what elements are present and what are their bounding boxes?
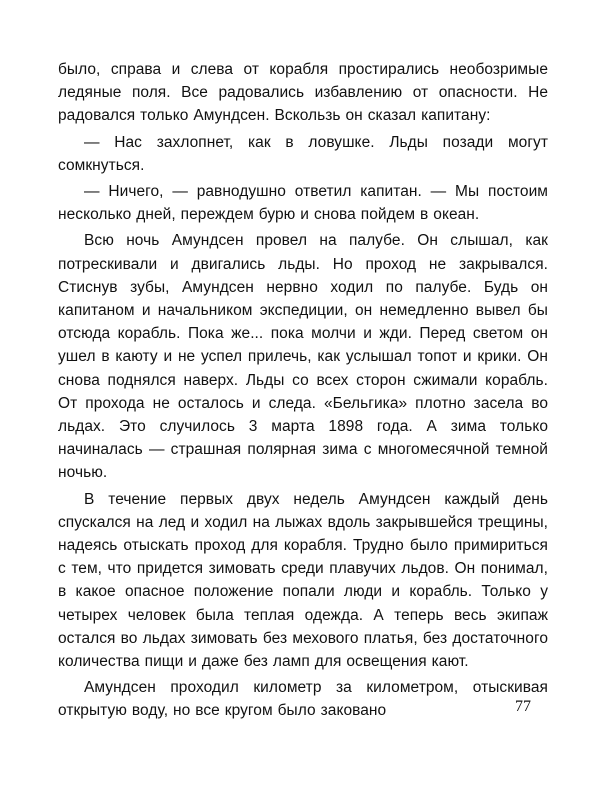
page-number: 77 [515, 698, 531, 715]
paragraph-continuation: было, справа и слева от корабля простирались необозримые ледяные поля. Все радовались избавлению от опасности. Не радовался только Амундсен. Вскользь он сказал капитану: [58, 61, 548, 125]
paragraph-captain-reply: — Ничего, — равнодушно ответил капитан. — Мы постоим несколько дней, переждем бурю и снова пойдем в океан. [58, 183, 548, 224]
book-page-text [58, 58, 548, 723]
paragraph-searching-open-water: Амундсен проходил километр за километром, отыскивая открытую воду, но все кругом было заковано [58, 679, 548, 720]
paragraph-night-on-deck: Всю ночь Амундсен провел на палубе. Он слышал, как потрескивали и двигались льды. Но проход не закрывался. Стиснув зубы, Амундсен нервно ходил по палубе. Будь он капитаном и начальником экспедиции, он немедленно вывел бы отсюда корабль. Пока же... пока молчи и жди. Перед светом он ушел в каюту и не успел прилечь, как услышал топот и крики. Он снова поднялся наверх. Льды со всех сторон сжимали корабль. От прохода не осталось и следа. «Бельгика» плотно засела во льдах. Это случилось 3 марта 1898 года. А зима только начиналась — страшная полярная зима с многомесячной темной ночью. [58, 232, 548, 482]
paragraph-amundsen-remark: — Нас захлопнет, как в ловушке. Льды позади могут сомкнуться. [58, 133, 548, 174]
paragraph-first-weeks: В течение первых двух недель Амундсен каждый день спускался на лед и ходил на лыжах вдоль закрывшейся трещины, надеясь отыскать проход для корабля. Трудно было примириться с тем, что придется зимовать среди плавучих льдов. Он понимал, в какое опасное положение попали люди и корабль. Только у четырех человек была теплая одежда. А теперь весь экипаж остался во льдах зимовать без мехового платья, без достаточного количества пищи и даже без ламп для освещения кают. [58, 490, 548, 671]
